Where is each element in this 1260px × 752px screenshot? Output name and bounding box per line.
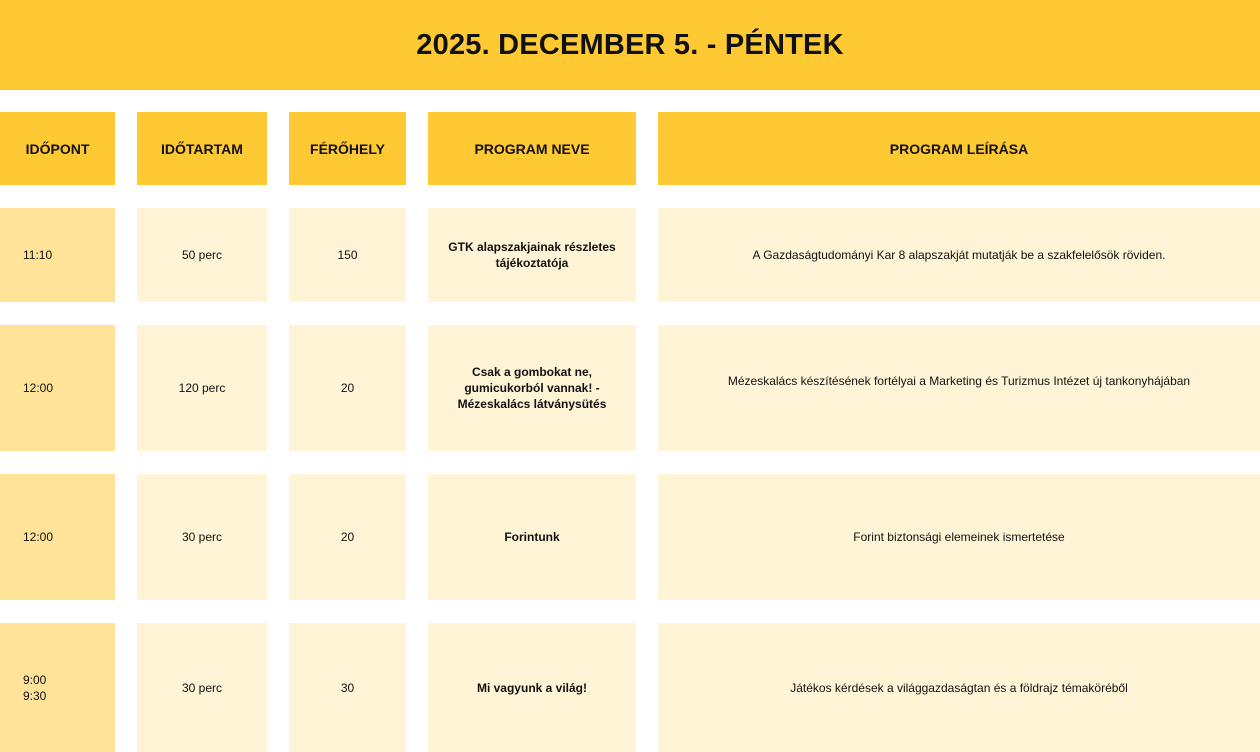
header-capacity: FÉRŐHELY <box>289 112 406 185</box>
row-2-capacity: 20 <box>289 325 406 451</box>
row-1-program-description: A Gazdaságtudományi Kar 8 alapszakját mutatják be a szakfelelősök röviden. <box>658 208 1260 302</box>
row-2-duration: 120 perc <box>137 325 267 451</box>
row-2-time: 12:00 <box>0 325 115 451</box>
page-title: 2025. DECEMBER 5. - PÉNTEK <box>416 28 844 61</box>
header-duration: IDŐTARTAM <box>137 112 267 185</box>
row-2-program-name: Csak a gombokat ne, gumicukorból vannak! - Mézeskalács látványsütés <box>428 325 636 451</box>
row-3-capacity: 20 <box>289 474 406 600</box>
row-4-program-name: Mi vagyunk a világ! <box>428 623 636 752</box>
row-3-program-name: Forintunk <box>428 474 636 600</box>
row-4-capacity: 30 <box>289 623 406 752</box>
row-3-time: 12:00 <box>0 474 115 600</box>
row-1-duration: 50 perc <box>137 208 267 302</box>
row-1-capacity: 150 <box>289 208 406 302</box>
row-4-program-description: Játékos kérdések a világgazdaságtan és a földrajz témaköréből <box>658 623 1260 752</box>
header-program-name: PROGRAM NEVE <box>428 112 636 185</box>
row-3-duration: 30 perc <box>137 474 267 600</box>
page-title-bar <box>0 0 1260 90</box>
row-1-time: 11:10 <box>0 208 115 302</box>
header-program-description: PROGRAM LEÍRÁSA <box>658 112 1260 185</box>
row-4-time: 9:00 9:30 <box>0 623 115 752</box>
row-4-duration: 30 perc <box>137 623 267 752</box>
header-time: IDŐPONT <box>0 112 115 185</box>
row-3-program-description: Forint biztonsági elemeinek ismertetése <box>658 474 1260 600</box>
row-1-program-name: GTK alapszakjainak részletes tájékoztatója <box>428 208 636 302</box>
row-2-program-description: Mézeskalács készítésének fortélyai a Marketing és Turizmus Intézet új tankonyhájában <box>658 325 1260 451</box>
